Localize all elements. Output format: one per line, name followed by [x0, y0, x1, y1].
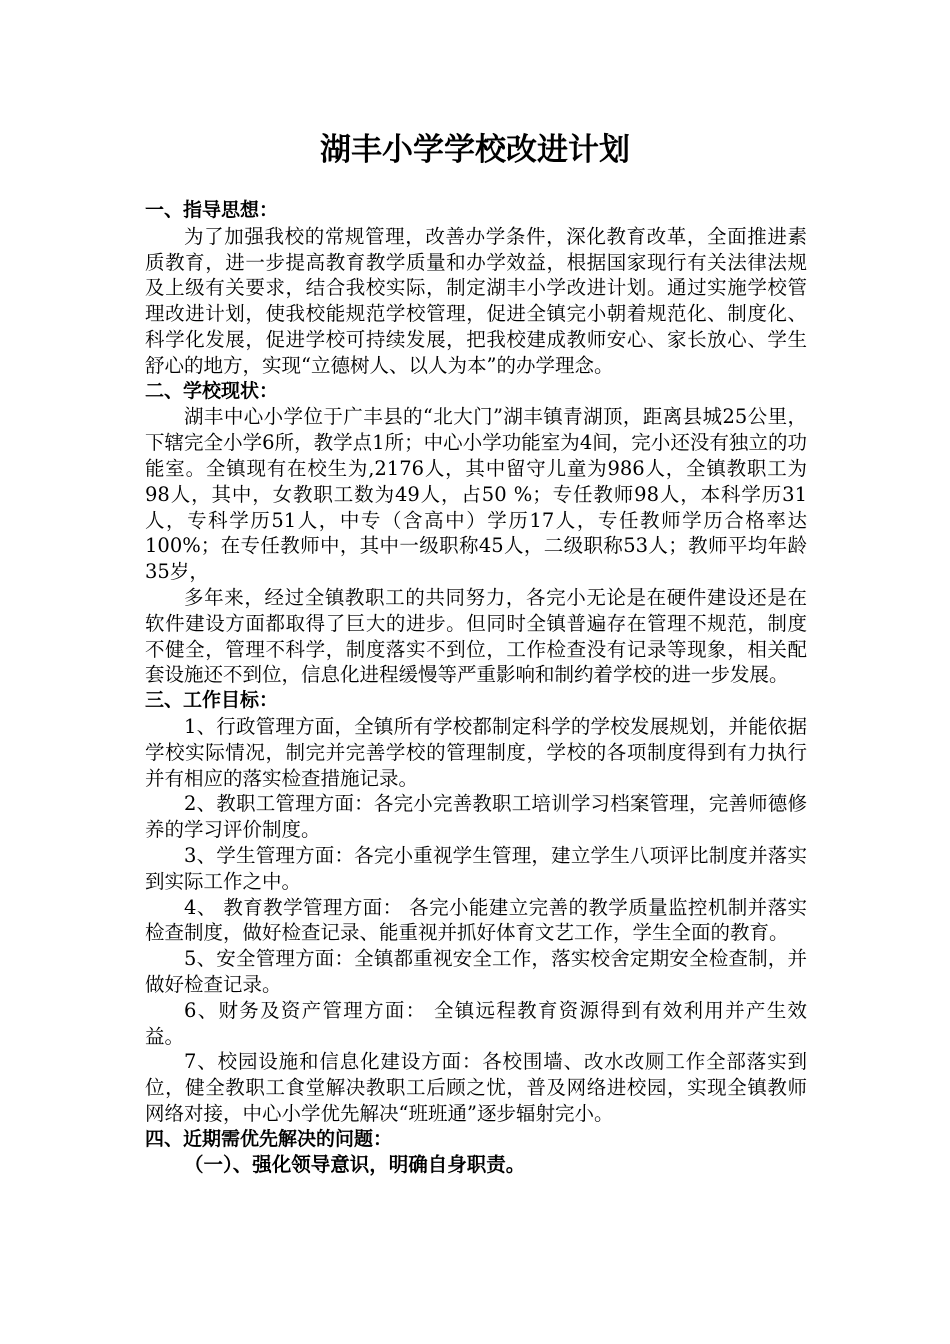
paragraph: 为了加强我校的常规管理，改善办学条件，深化教育改革，全面推进素质教育，进一步提高教育教学质量和办学效益，根据国家现行有关法律法规及上级有关要求，结合我校实际，制定湖丰小学改进计划。通过实施学校管理改进计划，使我校能规范学校管理，促进全镇完小朝着规范化、制度化、科学化发展，促进学校可持续发展，把我校建成教师安心、家长放心、学生舒心的地方，实现“立德树人、以人为本”的办学理念。 — [145, 224, 807, 377]
paragraph: 多年来，经过全镇教职工的共同努力，各完小无论是在硬件建设还是在软件建设方面都取得了巨大的进步。但同时全镇普遍存在管理不规范，制度不健全，管理不科学，制度落实不到位，工作检查没有记录等现象，相关配套设施还不到位，信息化进程缓慢等严重影响和制约着学校的进一步发展。 — [145, 585, 807, 687]
goal-item: 3、学生管理方面：各完小重视学生管理，建立学生八项评比制度并落实到实际工作之中。 — [145, 843, 807, 893]
section-heading-guiding-ideology: 一、指导思想： — [145, 199, 279, 221]
subsection-heading: （一）、强化领导意识，明确自身职责。 — [184, 1153, 526, 1177]
goal-item: 4、 教育教学管理方面： 各完小能建立完善的教学质量监控机制并落实检查制度，做好检查记录、能重视并抓好体育文艺工作，学生全面的教育。 — [145, 895, 807, 945]
document-title: 湖丰小学学校改进计划 — [320, 132, 630, 168]
section-heading-priority-issues: 四、近期需优先解决的问题： — [145, 1127, 393, 1150]
document-body — [145, 198, 807, 1178]
paragraph: 湖丰中心小学位于广丰县的“北大门”湖丰镇青湖顶，距离县城25公里，下辖完全小学6所，教学点1所；中心小学功能室为4间，完小还没有独立的功能室。全镇现有在校生为,2176人，其中留守儿童为986人，全镇教职工为98人，其中，女教职工数为49人，占50 %；专任教师98人，本科学历31人，专科学历51人，中专（含高中）学历17人，专任教师学历合格率达100%；在专任教师中，其中一级职称45人，二级职称53人；教师平均年龄35岁， — [145, 405, 807, 584]
section-heading-work-goals: 三、工作目标： — [145, 689, 279, 712]
goal-item: 2、教职工管理方面：各完小完善教职工培训学习档案管理，完善师德修养的学习评价制度。 — [145, 792, 807, 842]
goal-item: 6、财务及资产管理方面： 全镇远程教育资源得到有效利用并产生效益。 — [145, 998, 807, 1048]
goal-item: 7、校园设施和信息化建设方面：各校围墙、改水改厕工作全部落实到位，健全教职工食堂解决教职工后顾之忧，普及网络进校园，实现全镇教师网络对接，中心小学优先解决“班班通”逐步辐射完小。 — [145, 1050, 807, 1125]
section-heading-school-status: 二、学校现状： — [145, 379, 279, 402]
goal-item: 1、行政管理方面，全镇所有学校都制定科学的学校发展规划，并能依据学校实际情况，制完并完善学校的管理制度，学校的各项制度得到有力执行并有相应的落实检查措施记录。 — [145, 714, 807, 790]
goal-item: 5、安全管理方面：全镇都重视安全工作，落实校舍定期安全检查制，并做好检查记录。 — [145, 947, 807, 996]
